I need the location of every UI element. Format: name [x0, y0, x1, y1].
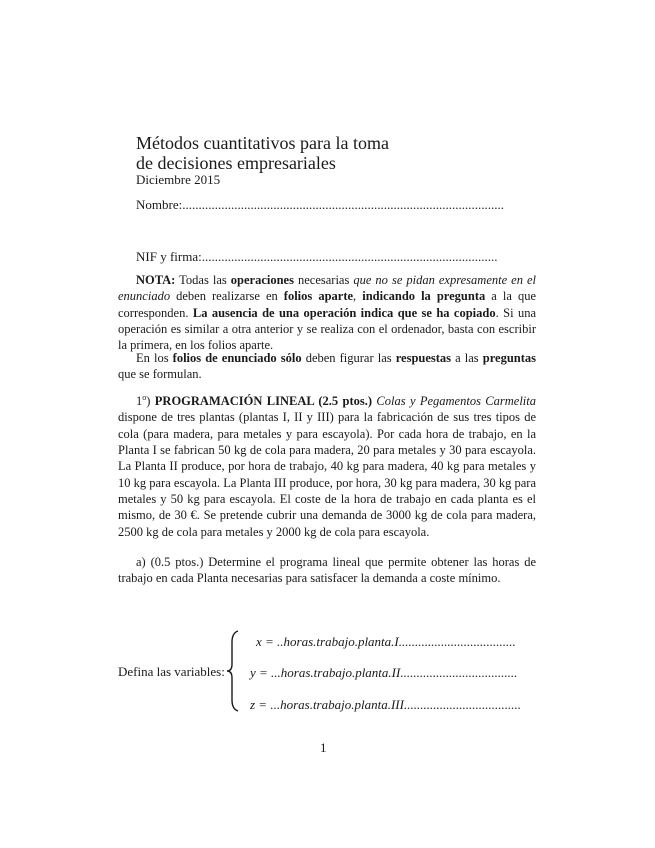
nif-field: NIF y firma:........................................................................................... — [136, 249, 498, 264]
title-line-2: de decisiones empresariales — [136, 153, 336, 173]
variable-x: x = ..horas.trabajo.planta.I.................................... — [256, 634, 516, 649]
note-label: NOTA: — [136, 273, 176, 287]
variable-y: y = ...horas.trabajo.planta.II.................................... — [250, 665, 518, 680]
problem-paragraph: 1$^o$) PROGRAMACIÓN LINEAL (2.5 ptos.) Colas y Pegamentos Carmelita dispone de tres plantas (plantas I, II y III) para la fabricación de sus tres tipos de cola (para madera, para metales y para escayola). Por cada hora de trabajo, en la Planta I se fabrican 50 kg de cola para madera, 20 para metales y 30 para escayola. La Planta II produce, por hora de trabajo, 40 kg para madera, 40 kg para metales y 10 kg para escayola. La Planta III produce, por hora, 30 kg para madera, 30 kg para metales y 50 kg para escayola. El coste de la hora de trabajo en cada planta es el mismo, de 30 €. Se pretende cubrir una demanda de 3000 kg de cola para madera, 2500 kg de cola para metales y 2000 kg de cola para escayola. — [118, 393, 536, 539]
part-a-paragraph: a) (0.5 ptos.) Determine el programa lineal que permite obtener las horas de trabajo en cada Planta necesarias para satisfacer la demanda a coste mínimo. — [118, 555, 536, 586]
company-name: Colas y Pegamentos Carmelita — [376, 394, 536, 409]
exam-date: Diciembre 2015 — [136, 172, 221, 187]
variable-z: z = ...horas.trabajo.planta.III.................................... — [250, 697, 521, 712]
variables-label: Defina las variables: — [118, 664, 225, 679]
document-title — [136, 133, 389, 173]
left-brace-icon — [226, 630, 240, 712]
note2-paragraph: En los folios de enunciado sólo deben figurar las respuestas a las preguntas que se formulan. — [118, 351, 537, 382]
page-number: 1 — [320, 740, 327, 755]
note-paragraph: NOTA: Todas las operaciones necesarias que no se pidan expresamente en el enunciado deben realizarse en folios aparte, indicando la pregunta a la que corresponden. La ausencia de una operación indica que se ha copiado. Si una operación es similar a otra anterior y se realiza con el ordenador, basta con escribir la primera, en los folios aparte. — [118, 273, 536, 353]
name-field: Nombre:................................................................................................... — [136, 197, 504, 212]
problem-heading: PROGRAMACIÓN LINEAL (2.5 ptos.) — [154, 394, 373, 409]
title-line-1: Métodos cuantitativos para la toma — [136, 133, 389, 153]
